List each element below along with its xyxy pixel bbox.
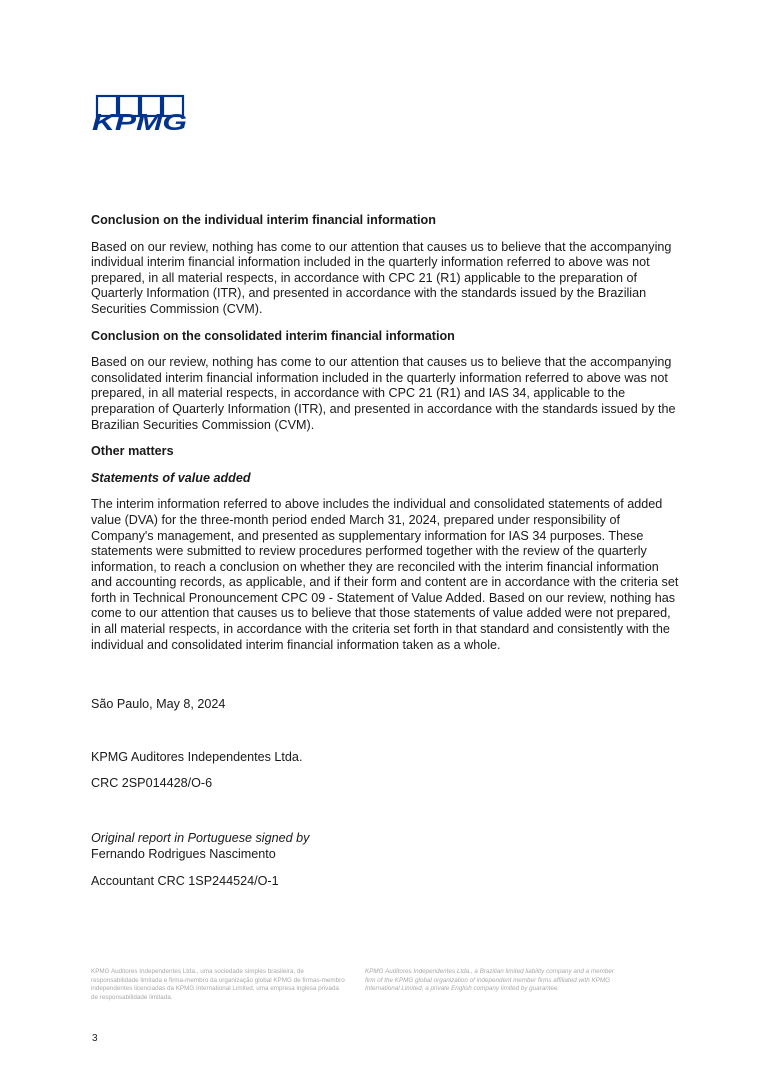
place-date: São Paulo, May 8, 2024 bbox=[91, 697, 226, 711]
report-body bbox=[91, 213, 681, 664]
individual-heading: Conclusion on the individual interim financial information bbox=[91, 213, 436, 227]
signature-block bbox=[91, 831, 309, 862]
kpmg-logo bbox=[92, 94, 190, 132]
other-matters-heading: Other matters bbox=[91, 444, 174, 459]
consolidated-paragraph: Based on our review, nothing has come to our attention that causes us to believe that the accompanying consolidated interim financial information included in the quarterly information referred to above was not prepared, in all material respects, in accordance with CPC 21 (R1) and IAS 34, applicable to the preparation of Quarterly Information (ITR), and presented in accordance with the standards issued by the Brazilian Securities Commission (CVM). bbox=[91, 355, 676, 432]
consolidated-heading: Conclusion on the consolidated interim financial information bbox=[91, 328, 455, 343]
accountant-crc: Accountant CRC 1SP244524/O-1 bbox=[91, 874, 279, 888]
page-number: 3 bbox=[92, 1033, 98, 1044]
logo-wordmark: KPMG bbox=[92, 109, 188, 132]
individual-paragraph: Based on our review, nothing has come to our attention that causes us to believe that the accompanying individual interim financial information included in the quarterly information referred to above was not prepared, in all material respects, in accordance with CPC 21 (R1) applicable to the preparation of Quarterly Information (ITR), and presented in accordance with the standards issued by the Brazilian Securities Commission (CVM). bbox=[91, 239, 672, 316]
value-added-subheading: Statements of value added bbox=[91, 470, 251, 485]
firm-crc: CRC 2SP014428/O-6 bbox=[91, 776, 213, 790]
signature-note: Original report in Portuguese signed by bbox=[91, 831, 310, 845]
footer-portuguese: KPMG Auditores Independentes Ltda., uma sociedade simples brasileira, de responsabilidade limitada e firma-membro da organização global KPMG de firmas-membro independentes licenciadas da KPMG International Limited, uma empresa inglesa privada de responsabilidade limitada. bbox=[91, 968, 345, 1001]
signer-name: Fernando Rodrigues Nascimento bbox=[91, 846, 276, 861]
firm-name: KPMG Auditores Independentes Ltda. bbox=[91, 750, 303, 764]
value-added-paragraph: The interim information referred to above includes the individual and consolidated statements of added value (DVA) for the three-month period ended March 31, 2024, prepared under responsibility of Company's management, and presented as supplementary information for IAS 34 purposes. These statements were submitted to review procedures performed together with the review of the quarterly information, to reach a conclusion on whether they are reconciled with the interim financial information and accounting records, as applicable, and if their form and content are in accordance with the criteria set forth in Technical Pronouncement CPC 09 - Statement of Value Added. Based on our review, nothing has come to our attention that causes us to believe that those statements of value added were not prepared, in all material respects, in accordance with the criteria set forth in that standard and consistently with the individual and consolidated interim financial information taken as a whole. bbox=[91, 497, 679, 652]
footer-english: KPMG Auditores Independentes Ltda., a Brazilian limited liability company and a member firm of the KPMG global organization of independent member firms affiliated with KPMG International Limited, a private English company limited by guarantee. bbox=[365, 968, 614, 993]
